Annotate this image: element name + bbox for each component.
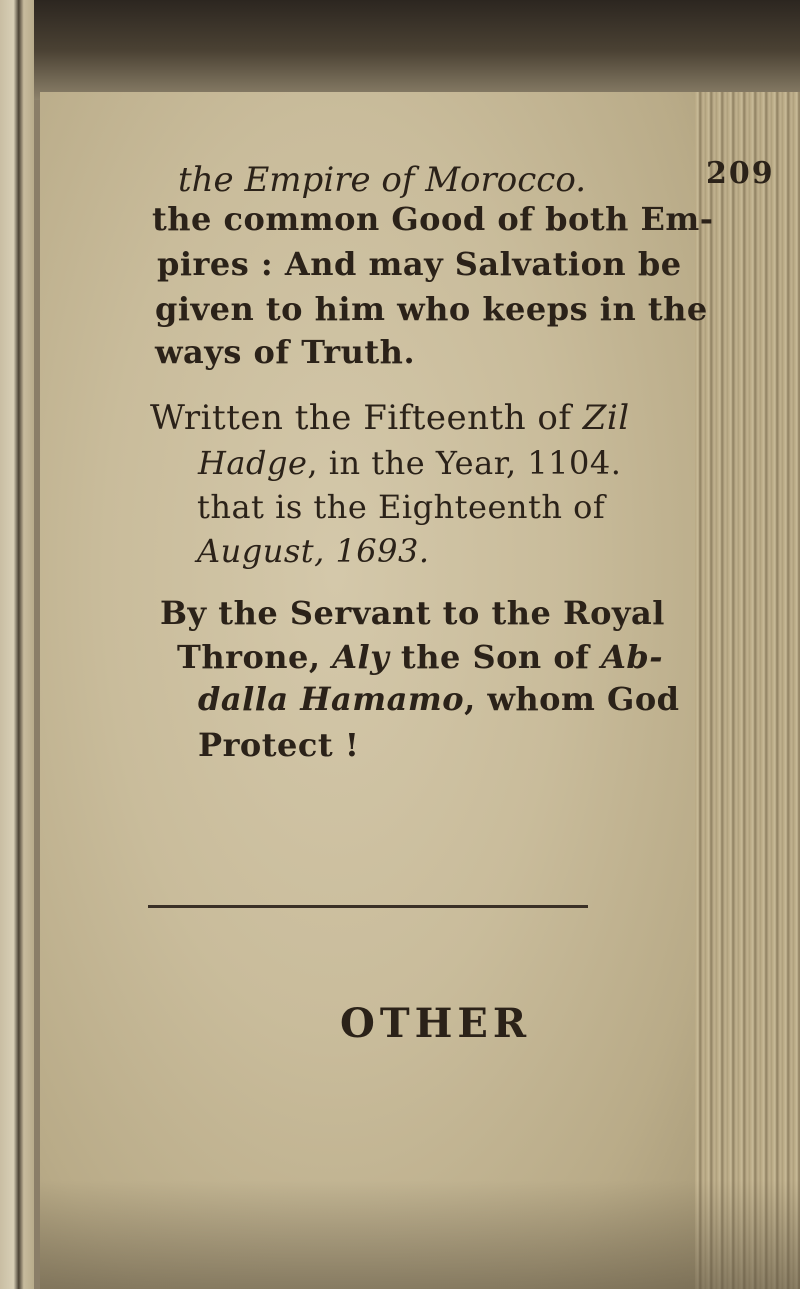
text-line: given to him who keeps in the xyxy=(155,290,708,328)
top-shadow xyxy=(34,0,800,100)
italic-fragment: Zil xyxy=(582,398,630,438)
section-heading: OTHER xyxy=(340,1000,532,1047)
italic-fragment: Hadge xyxy=(198,444,308,482)
running-head: the Empire of Morocco. xyxy=(178,160,586,200)
text-fragment: , whom God xyxy=(464,680,680,718)
text-line xyxy=(150,398,630,438)
text-fragment: Throne, xyxy=(177,638,333,676)
text-line xyxy=(198,444,621,482)
italic-fragment: Aly xyxy=(332,638,390,676)
horizontal-rule xyxy=(148,905,588,908)
text-line xyxy=(198,680,680,718)
bottom-shade xyxy=(40,1180,800,1289)
page-number: 209 xyxy=(706,156,775,191)
text-line: the common Good of both Em- xyxy=(152,200,714,238)
text-line: that is the Eighteenth of xyxy=(197,488,606,526)
text-line: By the Servant to the Royal xyxy=(160,594,665,632)
facing-page-edge xyxy=(0,0,34,1289)
italic-fragment: dalla Hamamo xyxy=(198,680,465,718)
text-line: August, 1693. xyxy=(197,532,430,570)
text-line: pires : And may Salvation be xyxy=(157,245,682,283)
text-line: ways of Truth. xyxy=(155,333,416,371)
text-fragment: Written the Fifteenth of xyxy=(150,398,583,438)
text-fragment: the Son of xyxy=(389,638,602,676)
text-fragment: , in the Year, 1104. xyxy=(307,444,622,482)
italic-fragment: Ab- xyxy=(601,638,664,676)
page-stack-edge xyxy=(695,92,800,1289)
text-line: Protect ! xyxy=(198,726,360,764)
text-line xyxy=(177,638,663,676)
